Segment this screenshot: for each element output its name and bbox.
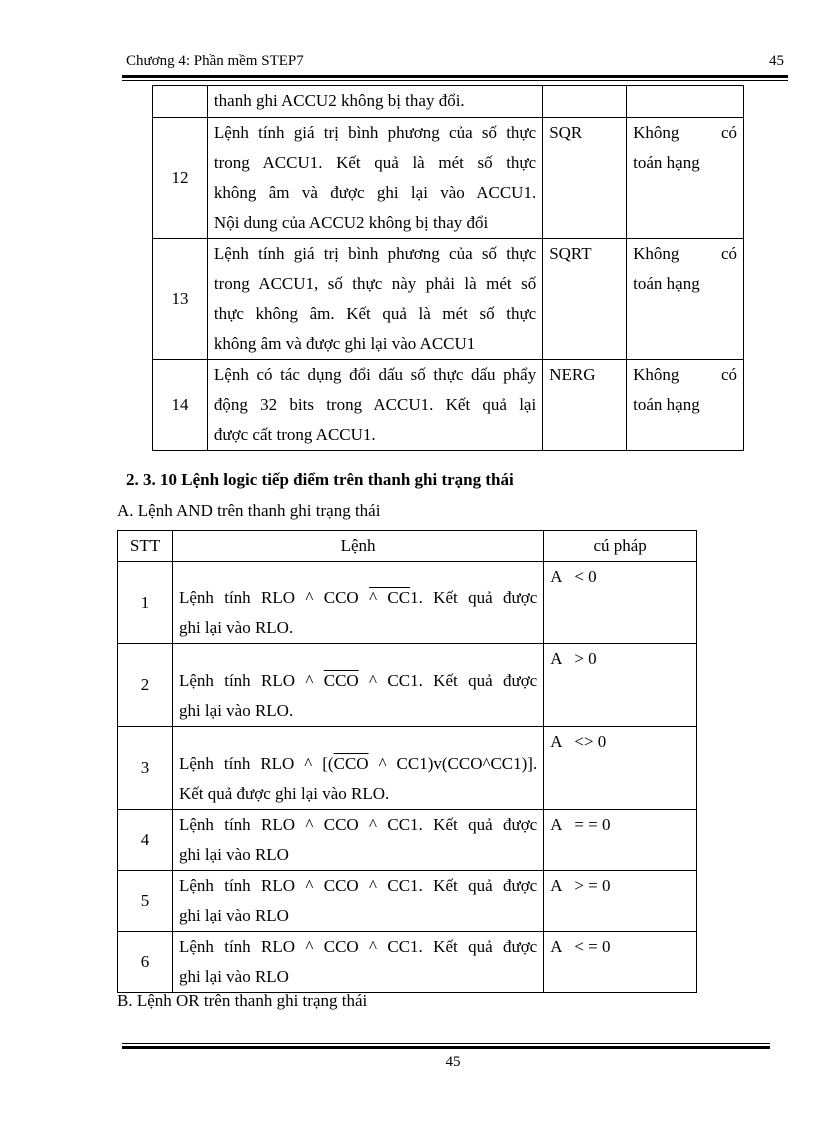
row-description — [172, 562, 543, 644]
table-row — [153, 239, 744, 360]
operand-line: toán hạng — [633, 274, 700, 293]
desc-line: Lệnh tính RLO ^ CCO ^ CC1. Kết quả được — [178, 876, 538, 895]
chapter-title: Chương 4: Phần mềm STEP7 — [126, 53, 304, 69]
desc-line: không âm và được ghi lại vào ACCU1 — [213, 334, 476, 353]
desc-line: Lệnh tính giá trị bình phương của số thực — [213, 123, 537, 142]
desc-line: Lệnh tính RLO ^ [($\overline{CCO}$ ^ CC1)v(CCO^CC1)]. — [178, 754, 538, 773]
header-stt: STT — [118, 531, 173, 562]
row-number — [153, 86, 208, 118]
row-syntax: A <> 0 — [544, 727, 697, 810]
desc-line: Lệnh tính giá trị bình phương của số thực — [213, 244, 537, 263]
row-number: 3 — [118, 727, 173, 810]
page-header — [126, 53, 784, 73]
row-number: 4 — [118, 810, 173, 871]
desc-line: được cất trong ACCU1. — [213, 425, 376, 444]
desc-line: trong ACCU1. Kết quả là mét số thực — [213, 153, 537, 172]
row-number: 6 — [118, 932, 173, 993]
table-row — [153, 360, 744, 451]
header-command: Lệnh — [172, 531, 543, 562]
row-number: 13 — [153, 239, 208, 360]
row-number: 5 — [118, 871, 173, 932]
row-description — [207, 360, 542, 451]
desc-line: trong ACCU1, số thực này phải là mét số — [213, 274, 537, 293]
row-syntax: A < 0 — [544, 562, 697, 644]
footer-rule-thin — [122, 1043, 770, 1044]
desc-line: ghi lại vào RLO. — [178, 701, 294, 720]
row-syntax: A = = 0 — [544, 810, 697, 871]
row-operand — [627, 118, 744, 239]
table-row — [153, 118, 744, 239]
row-syntax: A > = 0 — [544, 871, 697, 932]
row-description — [172, 727, 543, 810]
operand-line: Không có — [633, 244, 737, 263]
desc-line: Lệnh tính RLO ^ $\overline{CCO}$ ^ CC1. Kết quả được — [178, 671, 538, 690]
row-number: 2 — [118, 644, 173, 727]
header-syntax: cú pháp — [544, 531, 697, 562]
table-row — [118, 810, 697, 871]
row-description — [172, 871, 543, 932]
desc-line: ghi lại vào RLO. — [178, 618, 294, 637]
operand-line: Không có — [633, 123, 737, 142]
row-number: 14 — [153, 360, 208, 451]
subsection-a: A. Lệnh AND trên thanh ghi trạng thái — [117, 501, 381, 520]
row-operand — [627, 360, 744, 451]
table-row — [118, 727, 697, 810]
table-row — [118, 932, 697, 993]
row-command: SQR — [543, 118, 627, 239]
desc-line: ghi lại vào RLO — [178, 967, 289, 986]
desc-line: Lệnh tính RLO ^ CCO ^ CC1. Kết quả được — [178, 937, 538, 956]
row-number: 1 — [118, 562, 173, 644]
row-command: SQRT — [543, 239, 627, 360]
desc-line: Nội dung của ACCU2 không bị thay đổi — [213, 213, 489, 232]
subsection-b: B. Lệnh OR trên thanh ghi trạng thái — [117, 991, 368, 1010]
header-rule-thick — [122, 75, 788, 78]
row-description — [207, 86, 542, 118]
desc-line: Lệnh tính RLO ^ CCO ^ CC1. Kết quả được — [178, 815, 538, 834]
operand-line: toán hạng — [633, 153, 700, 172]
desc-line: không âm và được ghi lại vào ACCU1. — [213, 183, 537, 202]
desc-line: thanh ghi ACCU2 không bị thay đổi. — [213, 91, 465, 110]
row-command: NERG — [543, 360, 627, 451]
row-description — [207, 118, 542, 239]
operand-line: toán hạng — [633, 395, 700, 414]
desc-line: Lệnh có tác dụng đổi dấu số thực dấu phẩy — [213, 365, 537, 384]
row-description — [172, 810, 543, 871]
row-description — [172, 932, 543, 993]
desc-line: ghi lại vào RLO — [178, 906, 289, 925]
row-operand — [627, 86, 744, 118]
desc-line: thực không âm. Kết quả là mét số thực — [213, 304, 537, 323]
row-description — [207, 239, 542, 360]
operand-line: Không có — [633, 365, 737, 384]
row-operand — [627, 239, 744, 360]
section-heading: 2. 3. 10 Lệnh logic tiếp điểm trên thanh ghi trạng thái — [126, 470, 514, 489]
instruction-table-continued — [152, 85, 744, 451]
table-row — [153, 86, 744, 118]
row-number: 12 — [153, 118, 208, 239]
table-row — [118, 644, 697, 727]
header-page-number: 45 — [769, 53, 784, 69]
table-row — [118, 871, 697, 932]
table-row — [118, 562, 697, 644]
and-status-table — [117, 530, 697, 993]
table-header-row — [118, 531, 697, 562]
row-command — [543, 86, 627, 118]
footer-rule-thick — [122, 1046, 770, 1049]
row-description — [172, 644, 543, 727]
footer-page-number: 45 — [445, 1054, 461, 1070]
desc-line: động 32 bits trong ACCU1. Kết quả lại — [213, 395, 537, 414]
row-syntax: A < = 0 — [544, 932, 697, 993]
desc-line: ghi lại vào RLO — [178, 845, 289, 864]
row-syntax: A > 0 — [544, 644, 697, 727]
header-rule-thin — [122, 80, 788, 81]
desc-line: Kết quả được ghi lại vào RLO. — [178, 784, 390, 803]
desc-line: Lệnh tính RLO ^ CCO ^ CC1. Kết quả được — [178, 588, 538, 607]
